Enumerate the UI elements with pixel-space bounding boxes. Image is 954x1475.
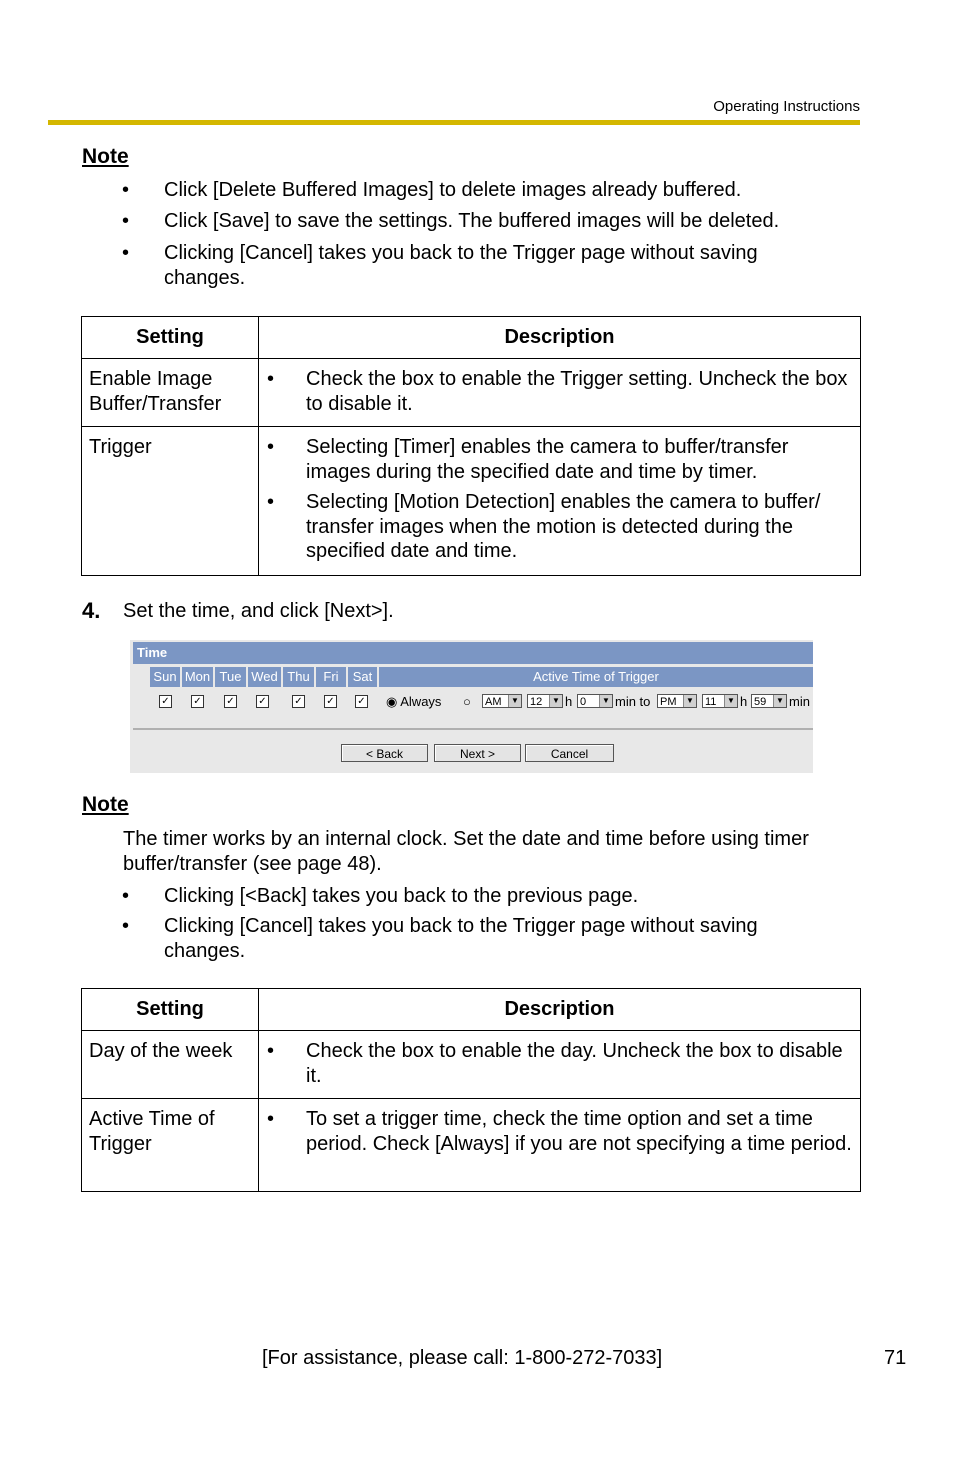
column-header-setting: Setting bbox=[82, 317, 259, 359]
bullet-icon: • bbox=[122, 210, 130, 232]
wed-checkbox[interactable]: ✓ bbox=[256, 695, 269, 708]
header-title: Operating Instructions bbox=[713, 98, 860, 115]
note-bullet bbox=[0, 914, 954, 964]
table-row bbox=[82, 1099, 861, 1192]
table-row bbox=[82, 359, 861, 427]
bullet-icon: • bbox=[122, 179, 130, 201]
select-value: 12 bbox=[530, 696, 543, 708]
bullet-text: Click [Save] to save the settings. The buffered images will be deleted. bbox=[164, 210, 780, 232]
note-heading: Note bbox=[82, 793, 129, 816]
description-text: Selecting [Timer] enables the camera to buffer/transfer images during the specified date and time by timer. bbox=[306, 436, 789, 483]
note-bullet bbox=[0, 209, 954, 234]
day-header-mon: Mon bbox=[182, 667, 213, 687]
bullet-icon: • bbox=[122, 242, 130, 264]
description-text: Check the box to enable the Trigger setting. Uncheck the box to disable it. bbox=[306, 368, 848, 415]
select-value: AM bbox=[485, 696, 502, 708]
settings-table-1 bbox=[81, 316, 861, 576]
description-cell bbox=[259, 1099, 861, 1192]
min-to-label: min to bbox=[615, 694, 651, 709]
description-text: Check the box to enable the day. Uncheck the box to disable it. bbox=[306, 1040, 843, 1087]
table-row bbox=[82, 1031, 861, 1099]
note-bullet bbox=[0, 241, 954, 291]
end-min-select[interactable] bbox=[751, 694, 787, 708]
bullet-text: Click [Delete Buffered Images] to delete images already buffered. bbox=[164, 179, 742, 201]
next-button[interactable]: Next > bbox=[434, 744, 521, 762]
chevron-down-icon: ▼ bbox=[773, 695, 786, 707]
settings-table-2 bbox=[81, 988, 861, 1192]
active-time-header: Active Time of Trigger bbox=[379, 667, 813, 687]
setting-cell: Active Time of Trigger bbox=[82, 1099, 259, 1192]
time-settings-panel bbox=[130, 640, 813, 773]
chevron-down-icon: ▼ bbox=[599, 695, 612, 707]
start-ampm-select[interactable] bbox=[482, 694, 522, 708]
hour-unit-label: h bbox=[565, 694, 573, 709]
thu-checkbox[interactable]: ✓ bbox=[292, 695, 305, 708]
column-header-description: Description bbox=[259, 317, 861, 359]
step-text: Set the time, and click [Next>]. bbox=[123, 600, 394, 622]
bullet-icon: • bbox=[267, 1108, 275, 1130]
chevron-down-icon: ▼ bbox=[508, 695, 521, 707]
mon-checkbox[interactable]: ✓ bbox=[191, 695, 204, 708]
cancel-button[interactable]: Cancel bbox=[525, 744, 614, 762]
day-header-fri: Fri bbox=[316, 667, 346, 687]
day-header-sat: Sat bbox=[348, 667, 377, 687]
bullet-text: Clicking [<Back] takes you back to the previous page. bbox=[164, 885, 639, 907]
back-button[interactable]: < Back bbox=[341, 744, 428, 762]
chevron-down-icon: ▼ bbox=[683, 695, 696, 707]
description-cell bbox=[259, 427, 861, 576]
description-cell bbox=[259, 359, 861, 427]
bullet-icon: • bbox=[267, 491, 275, 513]
sun-checkbox[interactable]: ✓ bbox=[159, 695, 172, 708]
page-number: 71 bbox=[884, 1347, 907, 1369]
note-heading: Note bbox=[82, 145, 129, 168]
description-text: To set a trigger time, check the time option and set a time period. Check [Always] if you are not specifying a time period. bbox=[306, 1108, 852, 1155]
panel-title: Time bbox=[133, 642, 813, 664]
end-hour-select[interactable] bbox=[702, 694, 738, 708]
start-hour-select[interactable] bbox=[527, 694, 563, 708]
select-value: 11 bbox=[705, 696, 717, 708]
start-min-select[interactable] bbox=[577, 694, 613, 708]
column-header-description: Description bbox=[259, 989, 861, 1031]
setting-cell: Day of the week bbox=[82, 1031, 259, 1099]
setting-cell: Enable Image Buffer/Transfer bbox=[82, 359, 259, 427]
sat-checkbox[interactable]: ✓ bbox=[355, 695, 368, 708]
note-bullet bbox=[0, 178, 954, 203]
fri-checkbox[interactable]: ✓ bbox=[324, 695, 337, 708]
note-paragraph: The timer works by an internal clock. Set the date and time before using timer buffer/transfer (see page 48). bbox=[123, 828, 809, 875]
time-radio[interactable]: ○ bbox=[463, 694, 471, 709]
hour-unit-label: h bbox=[740, 694, 748, 709]
always-label: Always bbox=[400, 694, 442, 709]
description-text: Selecting [Motion Detection] enables the camera to buffer/ transfer images when the motion is detected during the specified date and time. bbox=[306, 491, 821, 562]
step-number: 4. bbox=[82, 598, 101, 623]
header-rule bbox=[48, 120, 860, 125]
description-cell bbox=[259, 1031, 861, 1099]
min-unit-label: min bbox=[789, 694, 810, 709]
bullet-icon: • bbox=[122, 885, 130, 907]
select-value: 0 bbox=[580, 696, 587, 708]
footer-help-text: [For assistance, please call: 1-800-272-7033] bbox=[262, 1347, 663, 1369]
divider bbox=[133, 728, 813, 730]
bullet-icon: • bbox=[122, 915, 130, 937]
day-header-sun: Sun bbox=[150, 667, 180, 687]
bullet-text: Clicking [Cancel] takes you back to the Trigger page without saving changes. bbox=[164, 242, 758, 289]
note-bullet bbox=[0, 884, 954, 909]
tue-checkbox[interactable]: ✓ bbox=[224, 695, 237, 708]
select-value: PM bbox=[660, 696, 677, 708]
chevron-down-icon: ▼ bbox=[724, 695, 737, 707]
day-header-wed: Wed bbox=[248, 667, 281, 687]
day-header-tue: Tue bbox=[215, 667, 246, 687]
always-radio[interactable]: ◉ Always bbox=[386, 694, 442, 709]
table-row bbox=[82, 427, 861, 576]
bullet-icon: • bbox=[267, 1040, 275, 1062]
column-header-setting: Setting bbox=[82, 989, 259, 1031]
end-ampm-select[interactable] bbox=[657, 694, 697, 708]
setting-cell: Trigger bbox=[82, 427, 259, 576]
chevron-down-icon: ▼ bbox=[549, 695, 562, 707]
bullet-icon: • bbox=[267, 368, 275, 390]
bullet-icon: • bbox=[267, 436, 275, 458]
day-header-thu: Thu bbox=[283, 667, 314, 687]
select-value: 59 bbox=[754, 696, 767, 708]
bullet-text: Clicking [Cancel] takes you back to the Trigger page without saving changes. bbox=[164, 915, 758, 962]
